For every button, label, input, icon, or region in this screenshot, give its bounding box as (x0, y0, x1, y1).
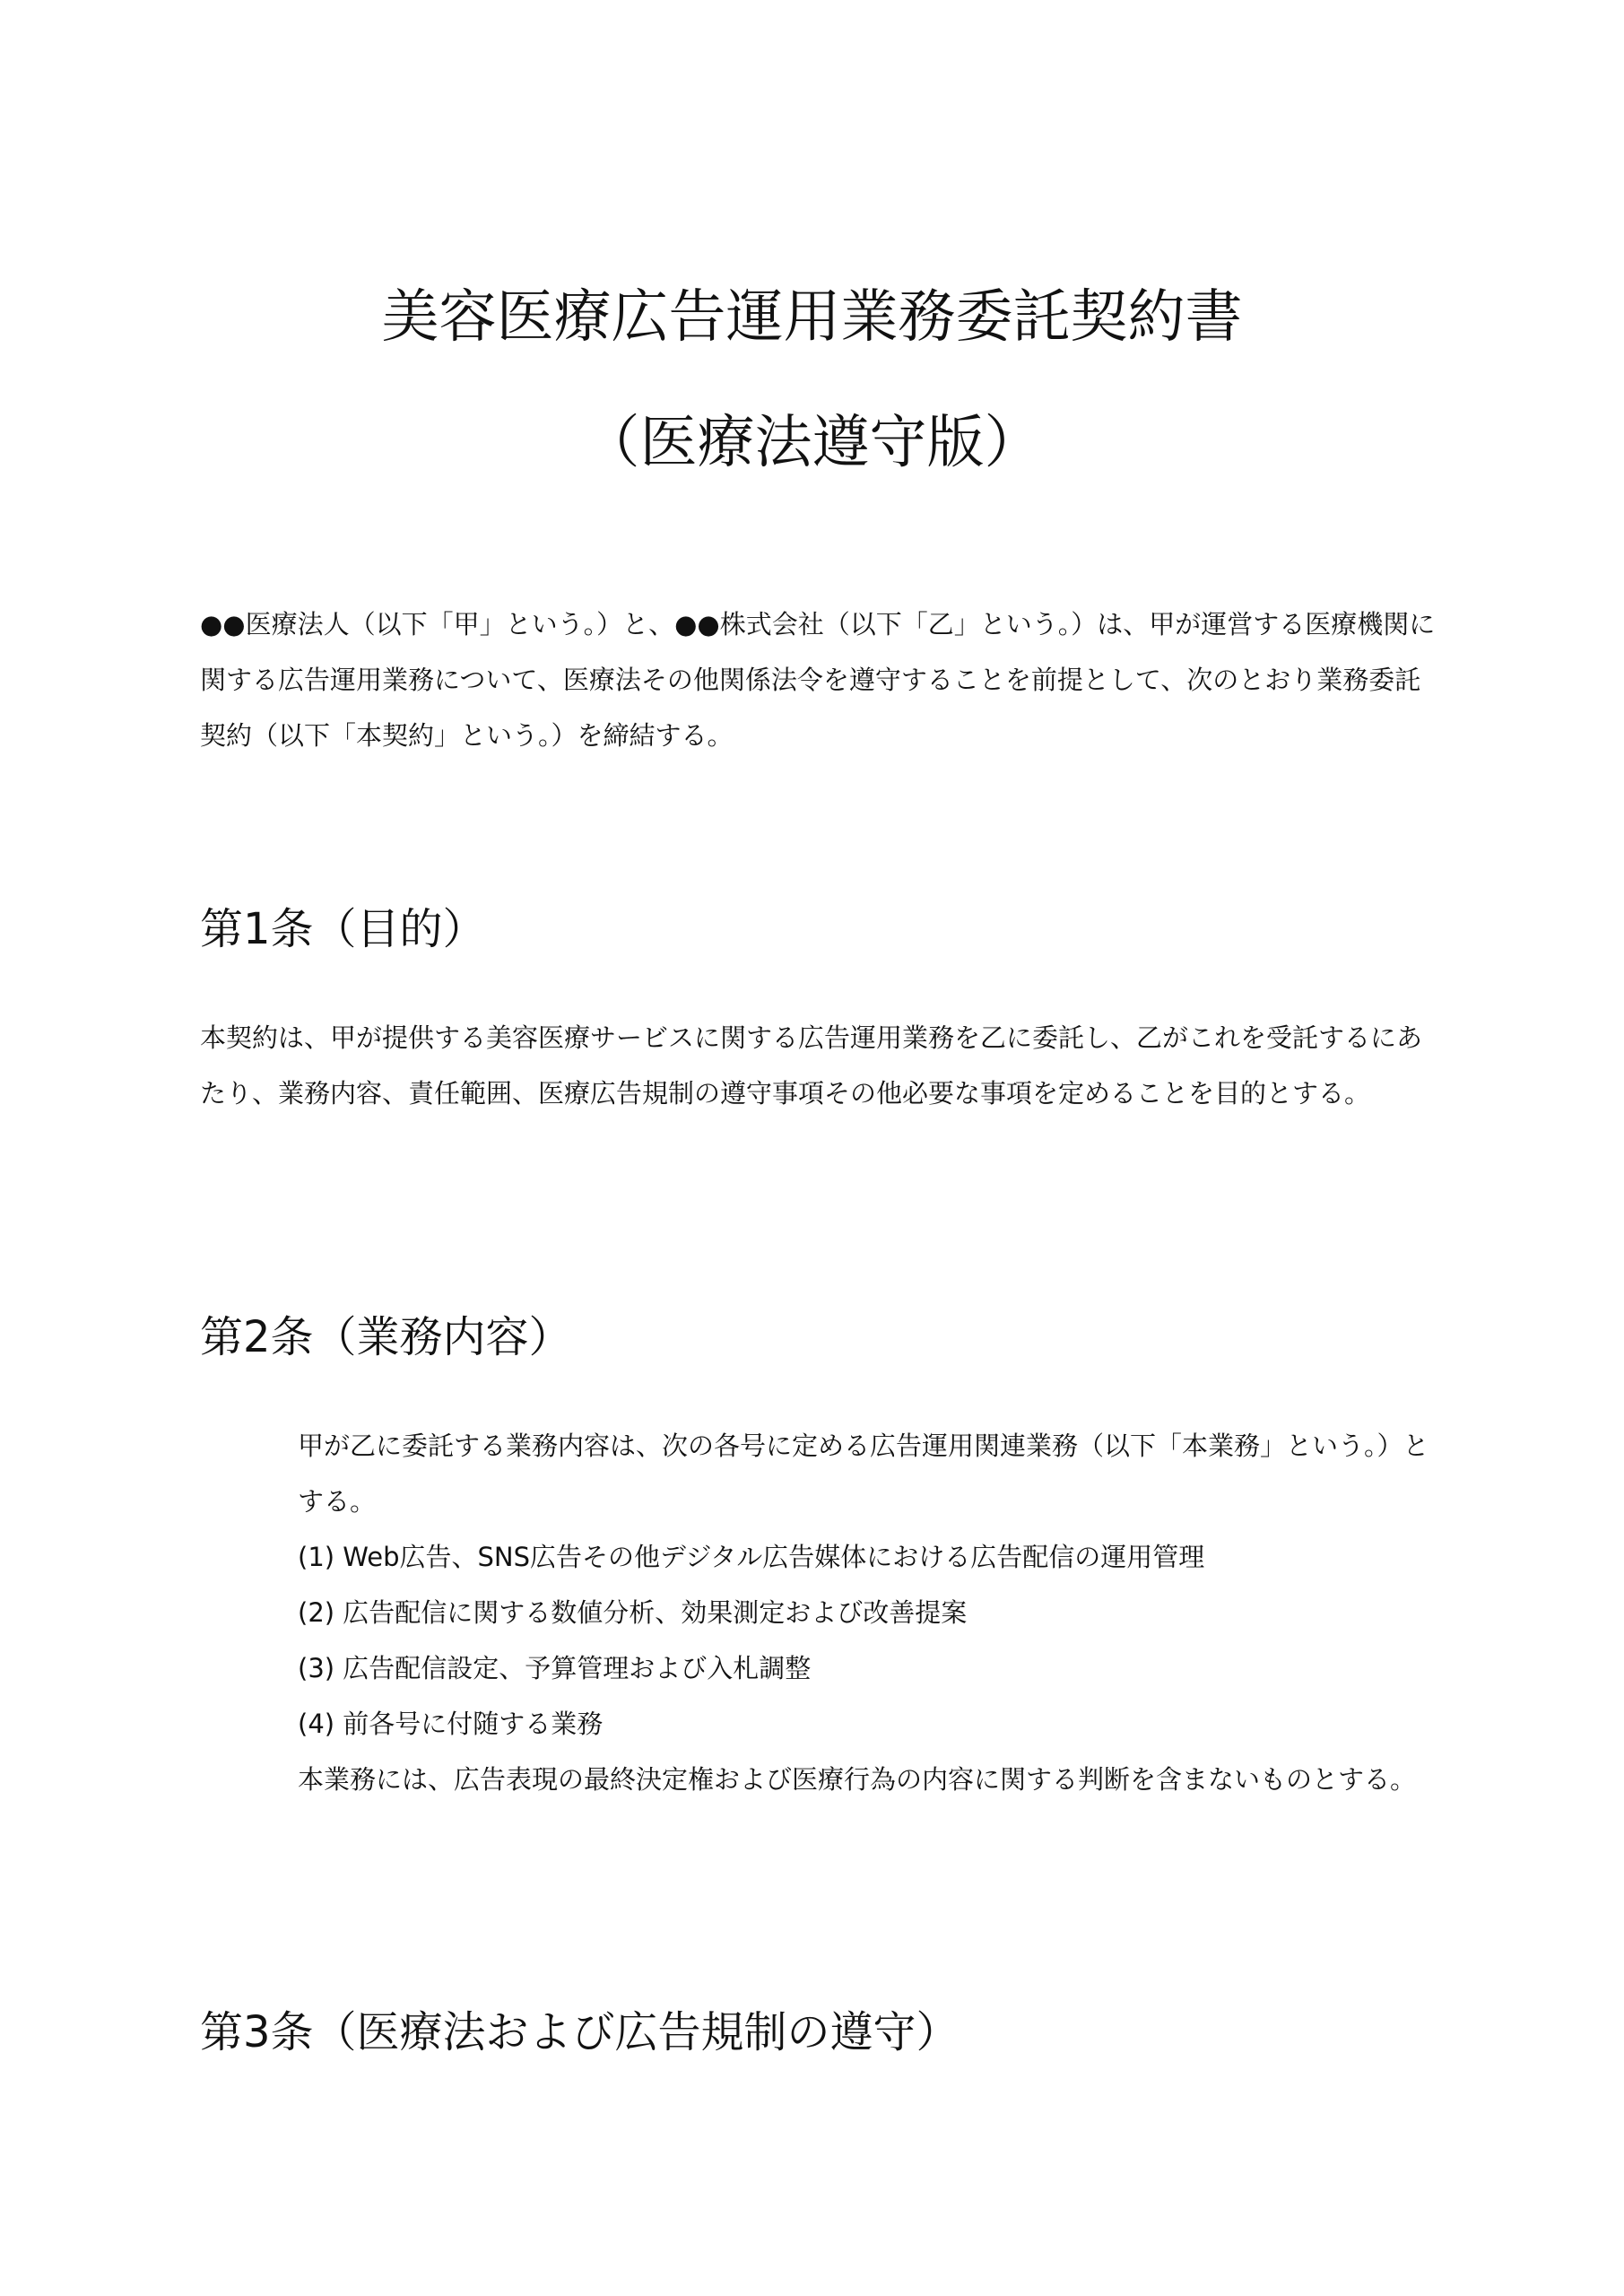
list-item: (3) 広告配信設定、予算管理および入札調整 (298, 1653, 812, 1683)
article-1-heading: 第1条（目的） (200, 904, 486, 954)
document-subtitle: （医療法遵守版） (582, 410, 1042, 476)
document-title: 美容医療広告運用業務委託契約書 (381, 284, 1243, 351)
article-1-body: 本契約は、甲が提供する美容医療サービスに関する広告運用業務を乙に委託し、乙がこれを受託するにあたり、業務内容、責任範囲、医療広告規制の遵守事項その他必要な事項を定めることを目的とする。 (200, 1022, 1423, 1109)
article-3-heading: 第3条（医療法および広告規制の遵守） (200, 2007, 960, 2057)
article-2-closing: 本業務には、広告表現の最終決定権および医療行為の内容に関する判断を含まないものとする。 (298, 1764, 1417, 1795)
list-item: (2) 広告配信に関する数値分析、効果測定および改善提案 (298, 1597, 968, 1628)
preamble-paragraph: ●●医療法人（以下「甲」という。）と、●●株式会社（以下「乙」という。）は、甲が運営する医療機関に関する広告運用業務について、医療法その他関係法令を遵守することを前提として、次のとおり業務委託契約（以下「本契約」という。）を締結する。 (200, 609, 1436, 751)
article-2-intro: 甲が乙に委託する業務内容は、次の各号に定める広告運用関連業務（以下「本業務」という。）とする。 (298, 1431, 1429, 1517)
article-2-heading: 第2条（業務内容） (200, 1312, 572, 1362)
list-item: (1) Web広告、SNS広告その他デジタル広告媒体における広告配信の運用管理 (298, 1542, 1205, 1572)
list-item: (4) 前各号に付随する業務 (298, 1709, 604, 1739)
article-2-body (298, 1418, 1438, 1807)
